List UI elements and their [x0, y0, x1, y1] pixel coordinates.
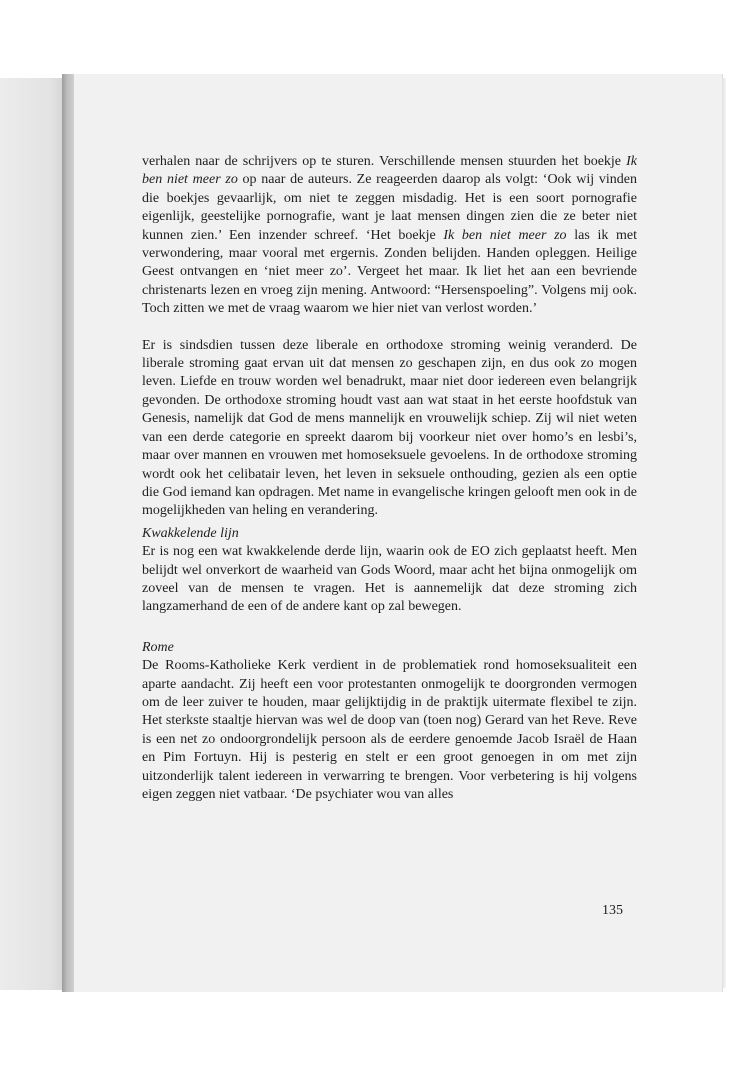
paragraph-text: op naar de auteurs. Ze reageerden daarop als volgt: ‘Ook wij vinden die boekjes gevaarlijk, om niet te zeggen misdadig. Het is een soort pornografie eigenlijk, geestelijke pornografie, want je laat mensen dingen zien die ze beter niet kunnen zien.’ Een inzender schreef. ‘Het boekje	[142, 172, 637, 243]
book-spine	[62, 74, 74, 992]
page-stack-edge	[722, 78, 726, 988]
paragraph-text: las ik met verwondering, maar vooral met ergernis. Zonden belijden. Handen opleggen. Heilige Geest ontvangen en ‘niet meer zo’. Vergeet het maar. Ik liet het aan een bevriende christenarts lezen en vroeg zijn mening. Antwoord: “Hersenspoeling”. Volgens mij ook. Toch zitten we met de vraag waarom we hier niet van verlost worden.’	[142, 227, 637, 317]
paragraph-kwakkelende: Er is nog een wat kwakkelende derde lijn, waarin ook de EO zich geplaatst heeft. Men belijdt wel onverkort de waarheid van Gods Woord, maar acht het bijna onmogelijk om zoveel van de mensen te vragen. Het is aannemelijk dat deze stroming zich langzamerhand de een of de andere kant op zal bewegen.	[142, 544, 637, 615]
book-title: Ik ben niet meer zo	[142, 154, 637, 188]
paragraph-text: verhalen naar de schrijvers op te sturen. Verschillende mensen stuurden het boekje	[142, 154, 627, 169]
paragraph-rome: De Rooms-Katholieke Kerk verdient in de problematiek rond homoseksualiteit een aparte aandacht. Zij heeft een voor protestanten onmogelijk te doorgronden vermogen om de leer zuiver te houden, maar gelijktijdig in de praktijk uitermate flexibel te zijn. Het sterkste staaltje hiervan was wel de doop van (toen nog) Gerard van het Reve. Reve is een net zo ondoorgrondelijk persoon als de eerdere genoemde Jacob Israël de Haan en Pim Fortuyn. Hij is pesterig en stelt er een groot genoegen in om met zijn uitzonderlijk talent iedereen in verwarring te brengen. Voor verbetering is hij volgens eigen zeggen niet vatbaar. ‘De psychiater wou van alles	[142, 658, 637, 802]
paragraph-letters	[142, 153, 637, 319]
section-heading-kwakkelende: Kwakkelende lijn	[142, 525, 239, 541]
section-heading-rome: Rome	[142, 639, 174, 655]
page-number: 135	[602, 903, 623, 918]
left-page-edge	[0, 78, 62, 990]
page-text	[142, 153, 637, 804]
paragraph-streams: Er is sindsdien tussen deze liberale en orthodoxe stroming weinig veranderd. De liberale stroming gaat ervan uit dat mensen zo geschapen zijn, en dus ook zo mogen leven. Liefde en trouw worden wel benadrukt, maar niet door iedereen even belangrijk gevonden. De orthodoxe stroming houdt vast aan wat staat in het eerste hoofdstuk van Genesis, namelijk dat God de mens mannelijk en vrouwelijk schiep. Zij wil niet weten van een derde categorie en spreekt daarom bij voorkeur niet over homo’s en lesbi’s, maar over mannen en vrouwen met homoseksuele gevoelens. In de orthodoxe stroming wordt ook het celibatair leven, het leven in seksuele onthouding, gezien als een optie die God iemand kan opdragen. Met name in evangelische kringen gelooft men ook in de mogelijkheden van heling en verandering.	[142, 337, 637, 519]
book-title: Ik ben niet meer zo	[443, 227, 567, 243]
